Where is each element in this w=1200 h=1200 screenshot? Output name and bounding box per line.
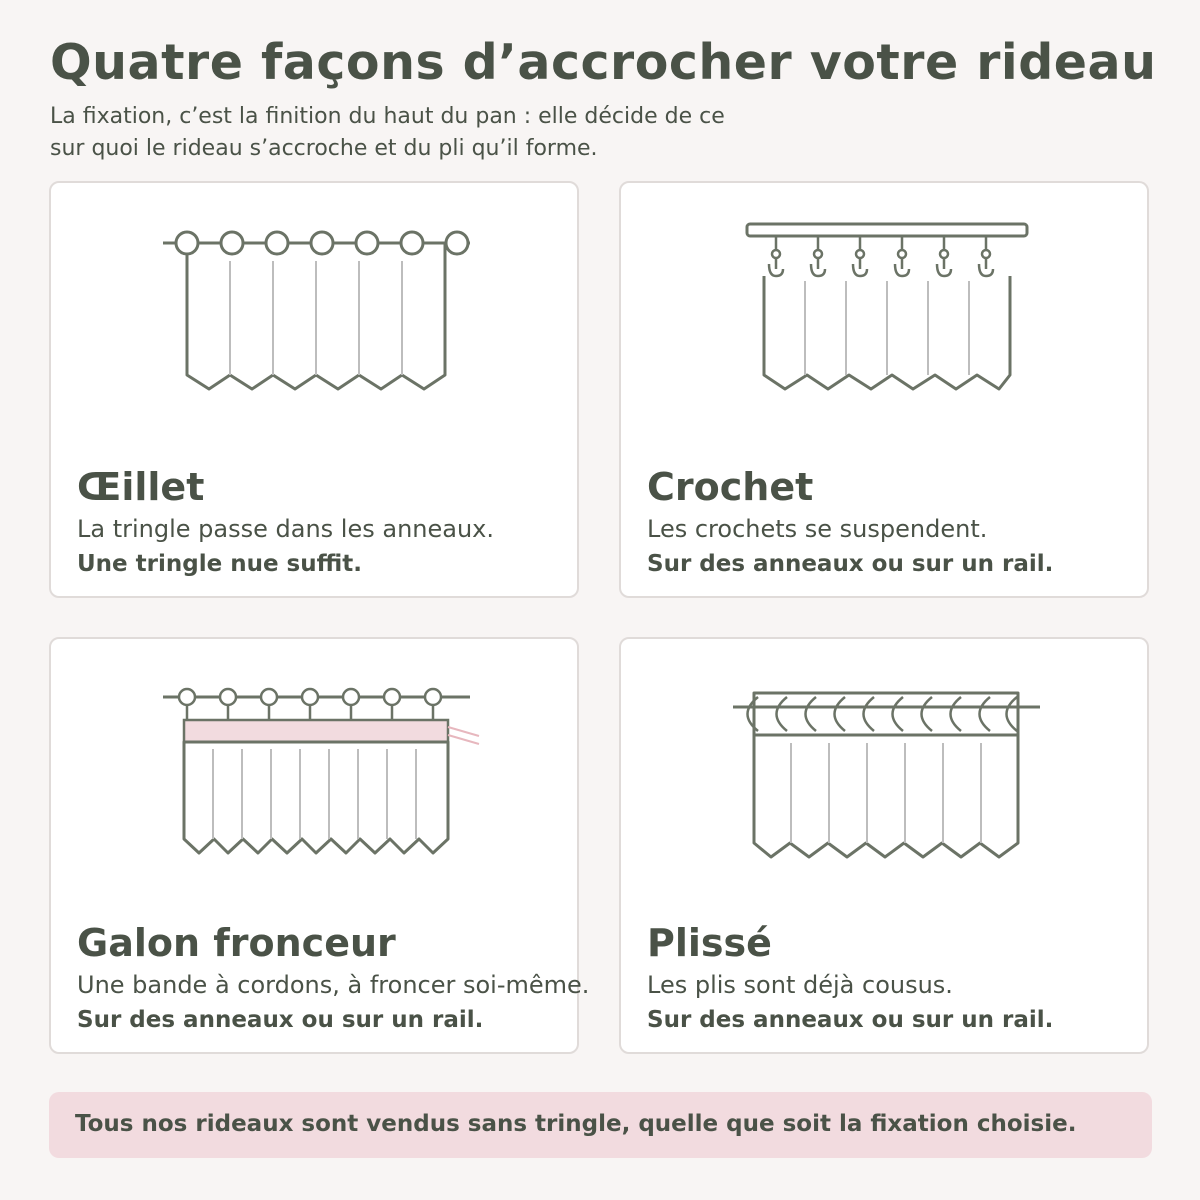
card-note: Une tringle nue suffit. [77,551,363,577]
info-banner [49,1092,1152,1158]
eyelet-curtain-icon [51,183,581,443]
card-description: Les plis sont déjà cousus. [647,971,953,999]
card-description: Les crochets se suspendent. [647,515,988,543]
pleated-curtain-icon [621,639,1151,899]
card-description: La tringle passe dans les anneaux. [77,515,494,543]
hook-curtain-icon [621,183,1151,443]
card-title: Galon fronceur [77,921,396,965]
card-title: Œillet [77,465,205,509]
card-title: Plissé [647,921,772,965]
gathering-tape-curtain-icon [51,639,581,899]
card-pleated [619,637,1149,1054]
info-banner-text: Tous nos rideaux sont vendus sans tringle, quelle que soit la fixation choisie. [75,1111,1077,1137]
card-note: Sur des anneaux ou sur un rail. [77,1007,484,1033]
card-title: Crochet [647,465,814,509]
card-note: Sur des anneaux ou sur un rail. [647,551,1054,577]
card-note: Sur des anneaux ou sur un rail. [647,1007,1054,1033]
card-description: Une bande à cordons, à froncer soi-même. [77,971,590,999]
subtitle-line-2: sur quoi le rideau s’accroche et du pli qu’il forme. [50,136,598,161]
card-hook [619,181,1149,598]
card-gathering-tape [49,637,590,1054]
subtitle-line-1: La fixation, c’est la finition du haut du pan : elle décide de ce [50,104,725,129]
card-eyelet [49,181,579,598]
page-title: Quatre façons d’accrocher votre rideau [50,34,1157,91]
